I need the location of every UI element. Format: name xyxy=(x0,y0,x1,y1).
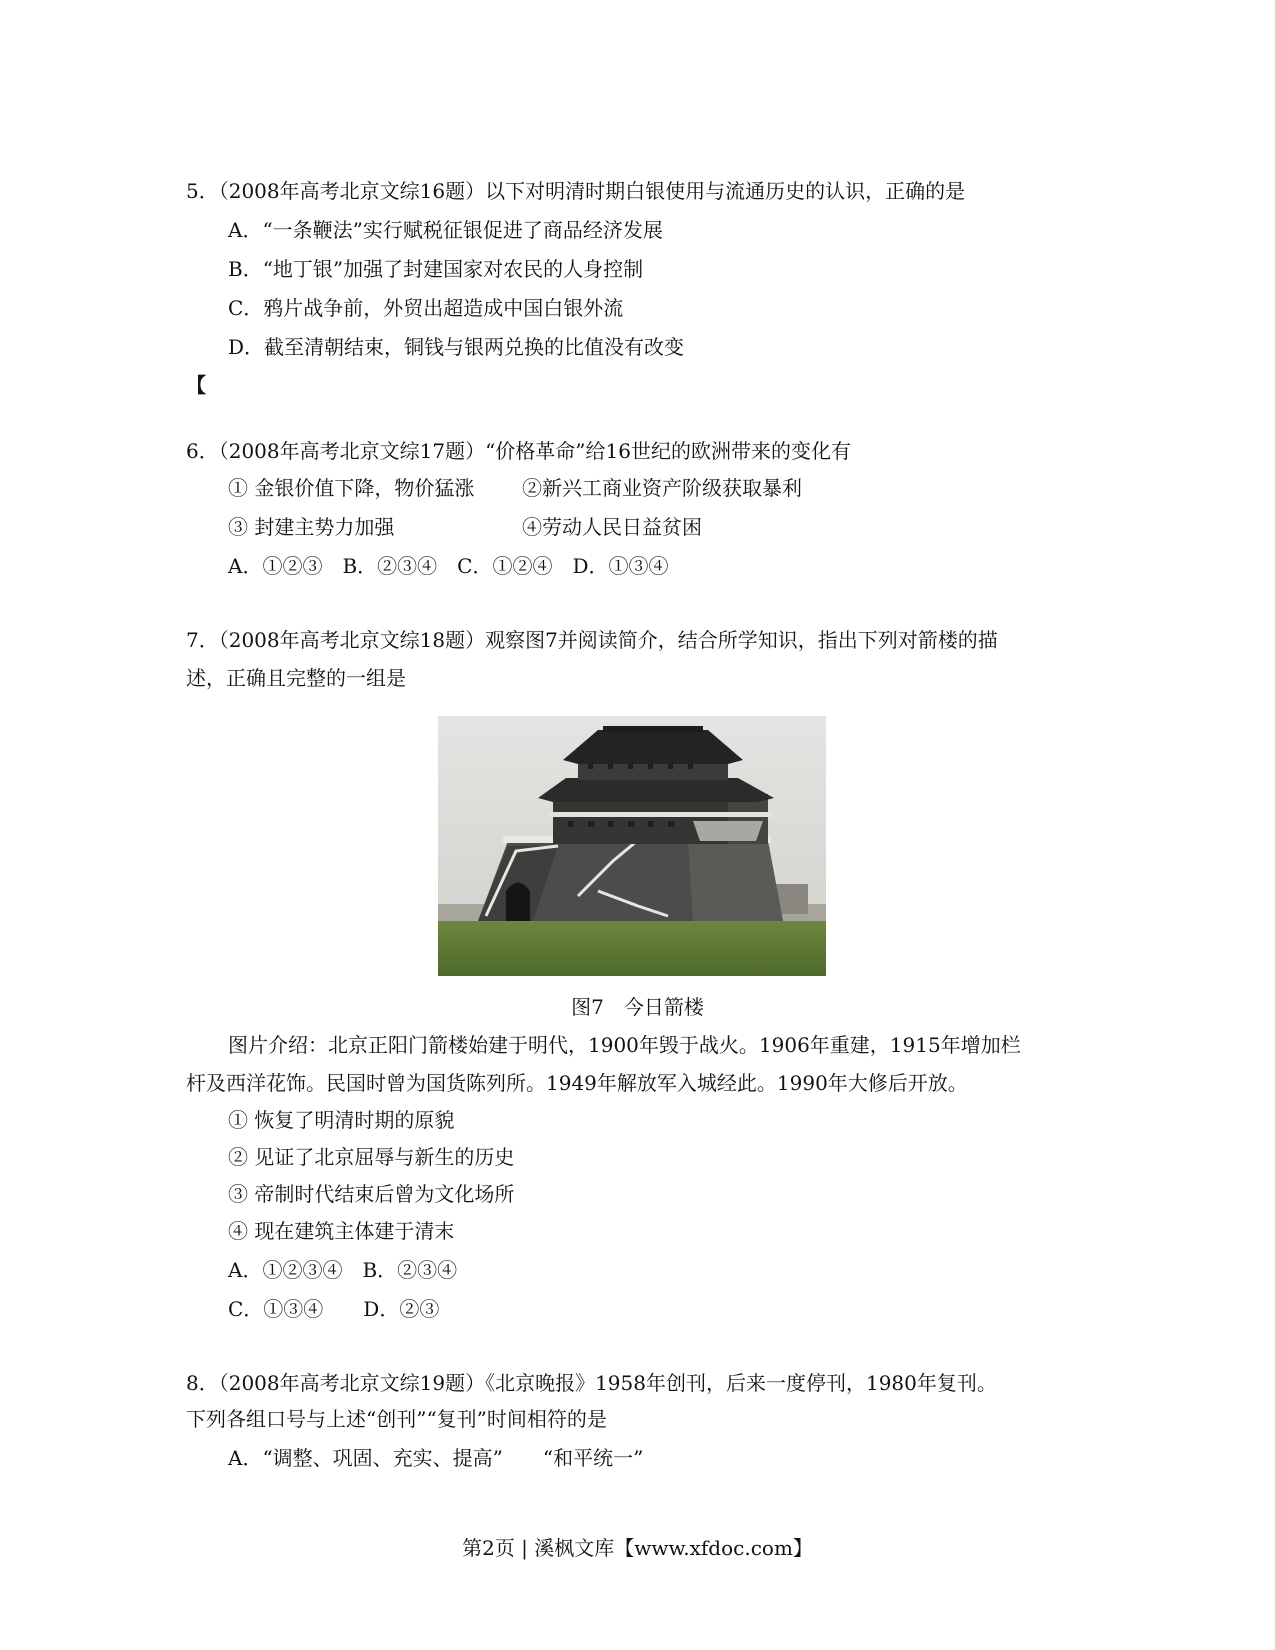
question-7-item-2: ② 见证了北京屈辱与新生的历史 xyxy=(228,1145,515,1169)
question-7-options-line-1: A．①②③④ B．②③④ xyxy=(228,1258,458,1282)
question-7-item-1: ① 恢复了明清时期的原貌 xyxy=(228,1108,455,1132)
question-5-stem: 5．（2008年高考北京文综16题）以下对明清时期白银使用与流通历史的认识，正确的是 xyxy=(186,179,966,203)
question-5-option-b: B．“地丁银”加强了封建国家对农民的人身控制 xyxy=(228,257,644,281)
arrow-tower-photo xyxy=(438,716,826,976)
question-7-stem-line-1: 7．（2008年高考北京文综18题）观察图7并阅读简介，结合所学知识，指出下列对箭楼的描 xyxy=(186,628,998,652)
figure-caption: 图7 今日箭楼 xyxy=(571,995,704,1019)
question-8-stem-line-1: 8．（2008年高考北京文综19题）《北京晚报》1958年创刊，后来一度停刊，1980年复刊。 xyxy=(186,1371,997,1395)
question-7-stem-line-2: 述，正确且完整的一组是 xyxy=(186,666,406,690)
question-6-options: A．①②③ B．②③④ C．①②④ D．①③④ xyxy=(228,554,669,578)
answer-bracket: 【 xyxy=(186,373,206,397)
page-footer: 第2页 | 溪枫文库【www.xfdoc.com】 xyxy=(462,1536,813,1560)
question-8-stem-line-2: 下列各组口号与上述“创刊”“复刊”时间相符的是 xyxy=(186,1407,607,1431)
question-5-option-c: C．鸦片战争前，外贸出超造成中国白银外流 xyxy=(228,296,624,320)
question-7-item-3: ③ 帝制时代结束后曾为文化场所 xyxy=(228,1182,515,1206)
question-6-item-4: ④劳动人民日益贫困 xyxy=(522,515,702,539)
question-6-item-3: ③ 封建主势力加强 xyxy=(228,515,395,539)
question-6-stem: 6．（2008年高考北京文综17题）“价格革命”给16世纪的欧洲带来的变化有 xyxy=(186,439,851,463)
question-7-intro-line-1: 图片介绍：北京正阳门箭楼始建于明代，1900年毁于战火。1906年重建，1915年增加栏 xyxy=(228,1033,1021,1057)
question-7-options-line-2: C．①③④ D．②③ xyxy=(228,1297,440,1321)
question-8-option-a: A．“调整、巩固、充实、提高” “和平统一” xyxy=(228,1446,644,1470)
question-5-option-d: D．截至清朝结束，铜钱与银两兑换的比值没有改变 xyxy=(228,335,685,359)
question-7-intro-line-2: 杆及西洋花饰。民国时曾为国货陈列所。1949年解放军入城经此。1990年大修后开放。 xyxy=(186,1071,968,1095)
question-6-item-1: ① 金银价值下降，物价猛涨 xyxy=(228,476,475,500)
question-6-item-2: ②新兴工商业资产阶级获取暴利 xyxy=(522,476,802,500)
question-5-option-a: A．“一条鞭法”实行赋税征银促进了商品经济发展 xyxy=(228,218,663,242)
question-7-item-4: ④ 现在建筑主体建于清末 xyxy=(228,1219,455,1243)
